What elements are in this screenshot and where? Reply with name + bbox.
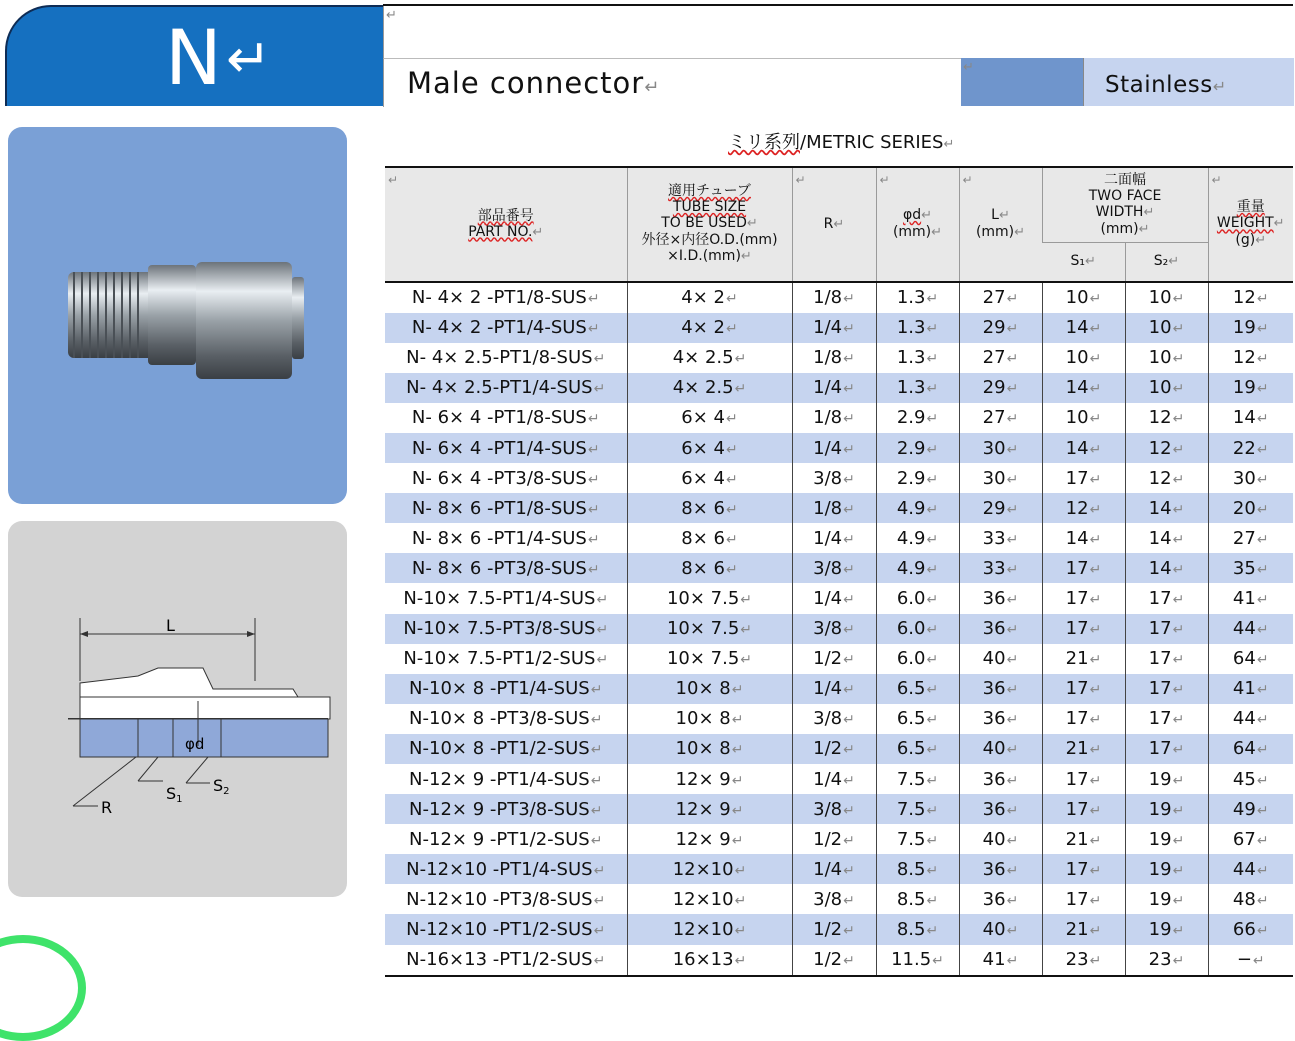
table-cell: 1/4↵ xyxy=(792,373,876,403)
table-cell: 17↵ xyxy=(1042,674,1125,704)
table-cell: N-12× 9 -PT3/8-SUS↵ xyxy=(385,794,627,824)
table-cell: 14↵ xyxy=(1125,493,1208,523)
table-row xyxy=(385,854,1293,884)
table-cell: N-12×10 -PT1/4-SUS↵ xyxy=(385,854,627,884)
table-cell: 14↵ xyxy=(1125,523,1208,553)
table-cell: 17↵ xyxy=(1042,794,1125,824)
table-cell: 8.5↵ xyxy=(876,884,959,914)
table-cell: 1/4↵ xyxy=(792,674,876,704)
table-cell: 10↵ xyxy=(1042,282,1125,313)
table-cell: 41↵ xyxy=(959,945,1042,976)
table-cell: 21↵ xyxy=(1042,824,1125,854)
table-cell: 10× 8↵ xyxy=(627,704,792,734)
table-cell: 36↵ xyxy=(959,583,1042,613)
table-cell: 22↵ xyxy=(1208,433,1293,463)
diagram-label-s1: S1 xyxy=(166,784,183,805)
table-cell: 17↵ xyxy=(1125,734,1208,764)
header-r: ↵ R↵ xyxy=(792,167,876,282)
table-cell: 23↵ xyxy=(1042,945,1125,976)
table-cell: 36↵ xyxy=(959,884,1042,914)
table-cell: 49↵ xyxy=(1208,794,1293,824)
table-cell: 64↵ xyxy=(1208,644,1293,674)
table-cell: 14↵ xyxy=(1042,313,1125,343)
table-cell: 10↵ xyxy=(1125,282,1208,313)
table-cell: 27↵ xyxy=(1208,523,1293,553)
table-cell: 44↵ xyxy=(1208,854,1293,884)
table-row xyxy=(385,914,1293,944)
table-cell: 14↵ xyxy=(1208,403,1293,433)
table-cell: 10× 7.5↵ xyxy=(627,614,792,644)
table-cell: 2.9↵ xyxy=(876,463,959,493)
table-cell: 29↵ xyxy=(959,313,1042,343)
table-cell: 23↵ xyxy=(1125,945,1208,976)
table-cell: 19↵ xyxy=(1125,914,1208,944)
table-row xyxy=(385,614,1293,644)
table-cell: N- 8× 6 -PT3/8-SUS↵ xyxy=(385,553,627,583)
table-cell: 17↵ xyxy=(1042,463,1125,493)
table-cell: 12× 9↵ xyxy=(627,824,792,854)
table-cell: 29↵ xyxy=(959,493,1042,523)
table-row xyxy=(385,523,1293,553)
accent-cell: ↵ xyxy=(961,58,1083,106)
table-cell: 36↵ xyxy=(959,704,1042,734)
table-cell: 19↵ xyxy=(1125,854,1208,884)
table-cell: 14↵ xyxy=(1042,433,1125,463)
table-cell: 40↵ xyxy=(959,644,1042,674)
table-cell: N- 6× 4 -PT1/8-SUS↵ xyxy=(411,407,600,429)
green-circle-decoration xyxy=(0,935,86,1041)
table-row xyxy=(385,764,1293,794)
table-cell: 12×10↵ xyxy=(627,914,792,944)
table-row xyxy=(385,373,1293,403)
product-photo-panel xyxy=(8,127,347,504)
table-cell: 6.5↵ xyxy=(876,734,959,764)
table-cell: 3/8↵ xyxy=(792,794,876,824)
table-cell: 40↵ xyxy=(959,914,1042,944)
table-row xyxy=(385,945,1293,976)
table-row xyxy=(385,583,1293,613)
table-cell: 21↵ xyxy=(1042,644,1125,674)
table-cell: 10↵ xyxy=(1125,373,1208,403)
table-cell: 1.3↵ xyxy=(876,373,959,403)
table-cell: N- 4× 2 -PT1/8-SUS↵ xyxy=(411,287,600,309)
table-cell: 30↵ xyxy=(959,433,1042,463)
table-cell: 12×10↵ xyxy=(627,854,792,884)
table-cell: 6.0↵ xyxy=(876,614,959,644)
table-cell: N-12×10 -PT1/2-SUS↵ xyxy=(385,914,627,944)
table-cell: 27↵ xyxy=(959,403,1042,433)
table-cell: 1/8↵ xyxy=(792,282,876,313)
table-cell: 1/2↵ xyxy=(792,644,876,674)
table-cell: 64↵ xyxy=(1208,734,1293,764)
table-cell: 7.5↵ xyxy=(876,794,959,824)
table-row xyxy=(385,644,1293,674)
table-cell: 1/2↵ xyxy=(792,945,876,976)
table-row xyxy=(385,343,1293,373)
table-cell: 44↵ xyxy=(1208,614,1293,644)
table-row xyxy=(385,824,1293,854)
table-cell: 8.5↵ xyxy=(876,854,959,884)
table-cell: 1/4↵ xyxy=(792,583,876,613)
table-cell: 10× 8↵ xyxy=(627,734,792,764)
table-cell: 36↵ xyxy=(959,854,1042,884)
table-cell: 10↵ xyxy=(1125,313,1208,343)
table-cell: 6.0↵ xyxy=(876,583,959,613)
table-cell: 27↵ xyxy=(959,343,1042,373)
table-cell: N- 4× 2.5-PT1/4-SUS↵ xyxy=(385,373,627,403)
table-cell: 17↵ xyxy=(1125,704,1208,734)
table-cell: 7.5↵ xyxy=(876,764,959,794)
table-cell: 8.5↵ xyxy=(876,914,959,944)
table-cell: 3/8↵ xyxy=(792,704,876,734)
table-cell: 6.0↵ xyxy=(876,644,959,674)
table-cell: 12↵ xyxy=(1125,433,1208,463)
table-row xyxy=(385,704,1293,734)
table-row xyxy=(385,493,1293,523)
table-cell: 66↵ xyxy=(1208,914,1293,944)
table-cell: 3/8↵ xyxy=(792,463,876,493)
dimension-diagram xyxy=(8,521,347,897)
table-cell: 45↵ xyxy=(1208,764,1293,794)
table-cell: 10↵ xyxy=(1042,403,1125,433)
table-cell: N-10× 7.5-PT1/4-SUS↵ xyxy=(403,587,609,609)
table-cell: 17↵ xyxy=(1042,583,1125,613)
table-cell: 4.9↵ xyxy=(876,493,959,523)
table-cell: 1.3↵ xyxy=(876,313,959,343)
table-cell: 8× 6↵ xyxy=(627,553,792,583)
table-row xyxy=(385,463,1293,493)
table-row xyxy=(385,313,1293,343)
table-cell: 48↵ xyxy=(1208,884,1293,914)
table-cell: 1/4↵ xyxy=(792,433,876,463)
table-cell: 17↵ xyxy=(1042,854,1125,884)
table-cell: 4.9↵ xyxy=(876,523,959,553)
table-cell: 4.9↵ xyxy=(876,553,959,583)
table-cell: 14↵ xyxy=(1042,523,1125,553)
material-label: Stainless↵ xyxy=(1105,72,1227,98)
table-cell: 36↵ xyxy=(959,764,1042,794)
diagram-label-s2: S2 xyxy=(213,776,230,797)
table-cell: 35↵ xyxy=(1208,553,1293,583)
spec-table xyxy=(385,166,1293,977)
table-row xyxy=(385,734,1293,764)
table-cell: 12↵ xyxy=(1208,343,1293,373)
table-row xyxy=(385,884,1293,914)
table-cell: 10↵ xyxy=(1042,343,1125,373)
table-cell: 7.5↵ xyxy=(876,824,959,854)
table-cell: 1/2↵ xyxy=(792,734,876,764)
table-cell: N-10× 8 -PT1/4-SUS↵ xyxy=(385,674,627,704)
header-weight: ↵ 重量 WEIGHT↵ (g)↵ xyxy=(1208,167,1293,282)
table-row xyxy=(385,282,1293,313)
table-cell: 36↵ xyxy=(959,614,1042,644)
table-cell: 12× 9↵ xyxy=(627,764,792,794)
table-cell: 14↵ xyxy=(1125,553,1208,583)
table-cell: 33↵ xyxy=(959,553,1042,583)
header-part-no: ↵ 部品番号 PART NO.↵ xyxy=(385,167,627,282)
header-phi-d: ↵ φd↵ (mm)↵ xyxy=(876,167,959,282)
table-cell: 6× 4↵ xyxy=(627,433,792,463)
table-cell: 2.9↵ xyxy=(876,403,959,433)
table-cell: 40↵ xyxy=(959,824,1042,854)
header-tube-size: 適用チューブ TUBE SIZE TO BE USED↵ 外径×内径O.D.(mm) ×I.D.(mm)↵ xyxy=(627,167,792,282)
table-cell: 6× 4↵ xyxy=(627,403,792,433)
table-cell: 1.3↵ xyxy=(876,282,959,313)
header-s2: S₂↵ xyxy=(1125,242,1208,282)
table-row xyxy=(385,553,1293,583)
table-cell: 1/2↵ xyxy=(792,914,876,944)
table-cell: 1/4↵ xyxy=(792,854,876,884)
product-name: Male connector↵ xyxy=(407,66,661,100)
table-cell: 12↵ xyxy=(1042,493,1125,523)
table-cell: 17↵ xyxy=(1125,674,1208,704)
table-cell: N-10× 7.5-PT1/2-SUS↵ xyxy=(403,648,609,670)
table-cell: N-12×10 -PT3/8-SUS↵ xyxy=(406,888,606,910)
table-cell: 1/4↵ xyxy=(792,523,876,553)
table-cell: 8× 6↵ xyxy=(627,523,792,553)
table-cell: 40↵ xyxy=(959,734,1042,764)
return-mark-icon: ↵ xyxy=(226,27,272,90)
header-s1: S₁↵ xyxy=(1042,242,1125,282)
table-cell: 19↵ xyxy=(1125,764,1208,794)
table-cell: 17↵ xyxy=(1125,583,1208,613)
diagram-label-l: L xyxy=(166,616,175,635)
table-cell: 41↵ xyxy=(1208,674,1293,704)
table-cell: N-10× 7.5-PT3/8-SUS↵ xyxy=(385,614,627,644)
table-cell: 1/8↵ xyxy=(792,493,876,523)
table-cell: N- 8× 6 -PT1/8-SUS↵ xyxy=(385,493,627,523)
table-cell: 30↵ xyxy=(959,463,1042,493)
header-l: ↵ L↵ (mm)↵ xyxy=(959,167,1042,282)
table-cell: 27↵ xyxy=(959,282,1042,313)
table-cell: 10× 7.5↵ xyxy=(627,583,792,613)
table-cell: 12↵ xyxy=(1208,282,1293,313)
table-cell: 12×10↵ xyxy=(627,884,792,914)
table-cell: 3/8↵ xyxy=(792,884,876,914)
table-cell: 30↵ xyxy=(1208,463,1293,493)
table-cell: 17↵ xyxy=(1125,614,1208,644)
table-cell: 10× 7.5↵ xyxy=(627,644,792,674)
table-cell: 21↵ xyxy=(1042,914,1125,944)
table-cell: 14↵ xyxy=(1042,373,1125,403)
table-cell: 41↵ xyxy=(1208,583,1293,613)
table-cell: 16×13↵ xyxy=(627,945,792,976)
table-cell: 20↵ xyxy=(1208,493,1293,523)
table-cell: 33↵ xyxy=(959,523,1042,553)
header-two-face-width: 二面幅 TWO FACE WIDTH↵ (mm)↵ xyxy=(1042,167,1208,242)
table-cell: 67↵ xyxy=(1208,824,1293,854)
table-cell: N- 6× 4 -PT3/8-SUS↵ xyxy=(411,467,600,489)
table-cell: N-12× 9 -PT1/4-SUS↵ xyxy=(409,768,603,790)
table-cell: 1/2↵ xyxy=(792,824,876,854)
table-cell: N-10× 8 -PT3/8-SUS↵ xyxy=(409,708,603,730)
table-cell: 19↵ xyxy=(1208,373,1293,403)
table-cell: 4× 2.5↵ xyxy=(627,373,792,403)
code-letter: N xyxy=(165,13,222,102)
table-cell: 2.9↵ xyxy=(876,433,959,463)
table-cell: 1.3↵ xyxy=(876,343,959,373)
table-cell: 19↵ xyxy=(1125,884,1208,914)
table-cell: 12↵ xyxy=(1125,403,1208,433)
table-cell: 17↵ xyxy=(1042,764,1125,794)
table-cell: 36↵ xyxy=(959,674,1042,704)
table-cell: 8× 6↵ xyxy=(627,493,792,523)
table-cell: 44↵ xyxy=(1208,704,1293,734)
table-cell: 1/8↵ xyxy=(792,343,876,373)
table-cell: N- 8× 6 -PT1/4-SUS↵ xyxy=(411,527,600,549)
table-cell: N-10× 8 -PT1/2-SUS↵ xyxy=(385,734,627,764)
table-row xyxy=(385,403,1293,433)
table-cell: 4× 2↵ xyxy=(627,282,792,313)
table-cell: 10↵ xyxy=(1125,343,1208,373)
table-row xyxy=(385,674,1293,704)
table-cell: 17↵ xyxy=(1042,553,1125,583)
table-cell: 17↵ xyxy=(1042,614,1125,644)
table-cell: 4× 2.5↵ xyxy=(627,343,792,373)
table-cell: 1/8↵ xyxy=(792,403,876,433)
top-empty-cell: ↵ xyxy=(383,6,1294,58)
table-cell: 6.5↵ xyxy=(876,674,959,704)
table-cell: 12× 9↵ xyxy=(627,794,792,824)
series-title: ミリ系列/METRIC SERIES↵ xyxy=(728,132,955,153)
table-cell: N-16×13 -PT1/2-SUS↵ xyxy=(385,945,627,976)
table-cell: 17↵ xyxy=(1042,704,1125,734)
table-cell: 19↵ xyxy=(1125,794,1208,824)
table-cell: 3/8↵ xyxy=(792,553,876,583)
table-cell: −↵ xyxy=(1208,945,1293,976)
table-cell: 11.5↵ xyxy=(876,945,959,976)
diagram-label-r: R xyxy=(101,798,113,817)
dimension-diagram-panel xyxy=(8,521,347,897)
table-cell: 3/8↵ xyxy=(792,614,876,644)
table-cell: 17↵ xyxy=(1042,884,1125,914)
table-cell: 21↵ xyxy=(1042,734,1125,764)
diagram-label-phid: φd xyxy=(185,735,205,753)
table-cell: 10× 8↵ xyxy=(627,674,792,704)
table-cell: 6× 4↵ xyxy=(627,463,792,493)
table-cell: N-12× 9 -PT1/2-SUS↵ xyxy=(409,828,603,850)
connector-photo xyxy=(8,127,347,504)
table-cell: N- 4× 2.5-PT1/8-SUS↵ xyxy=(406,347,606,369)
table-cell: N- 6× 4 -PT1/4-SUS↵ xyxy=(385,433,627,463)
table-cell: 1/4↵ xyxy=(792,764,876,794)
table-cell: 36↵ xyxy=(959,794,1042,824)
table-row xyxy=(385,794,1293,824)
table-cell: 29↵ xyxy=(959,373,1042,403)
table-cell: 17↵ xyxy=(1125,644,1208,674)
table-cell: 19↵ xyxy=(1208,313,1293,343)
table-row xyxy=(385,433,1293,463)
table-cell: 1/4↵ xyxy=(792,313,876,343)
table-cell: 4× 2↵ xyxy=(627,313,792,343)
table-cell: 12↵ xyxy=(1125,463,1208,493)
table-cell: 6.5↵ xyxy=(876,704,959,734)
table-cell: 19↵ xyxy=(1125,824,1208,854)
table-cell: N- 4× 2 -PT1/4-SUS↵ xyxy=(385,313,627,343)
